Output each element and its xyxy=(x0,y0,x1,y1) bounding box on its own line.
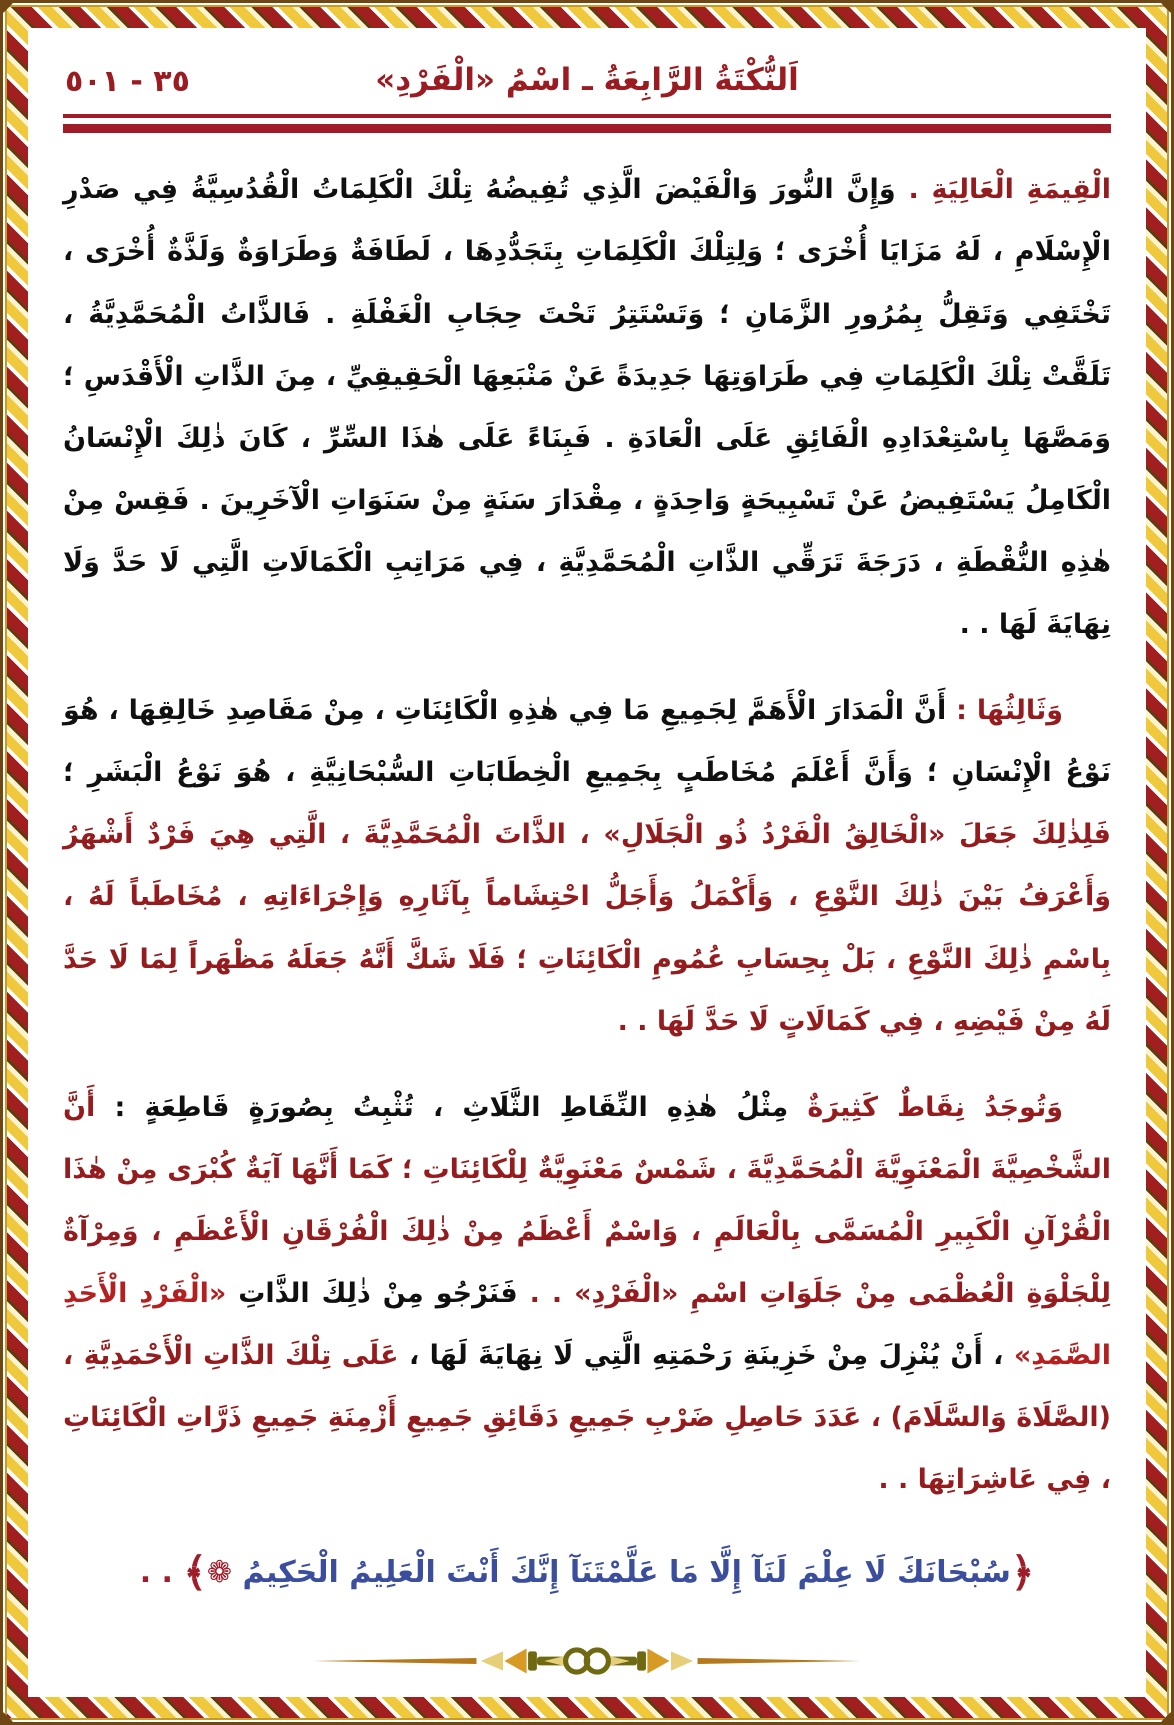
page-title: اَلنُّكْتَةُ الرَّابِعَةُ ـ اسْمُ «الْفَرْدِ» xyxy=(375,62,799,98)
verse-text: سُبْحَانَكَ لَا عِلْمَ لَنَآ إِلَّا مَا عَلَّمْتَنَآ إِنَّكَ أَنْتَ الْعَلِيمُ الْحَكِيمُ xyxy=(242,1555,1011,1591)
text-segment: أَنَّ الشَّخْصِيَّةَ الْمَعْنَوِيَّةَ الْمُحَمَّدِيَّةَ ، شَمْسٌ مَعْنَوِيَّةٌ لِلْكَائِنَاتِ ؛ كَمَا أَنَّهَا آيَةٌ كُبْرَى مِنْ هٰذَا الْقُرْآنِ الْكَبِيرِ الْمُسَمَّى بِالْعَالَمِ ، وَاسْمٌ أَعْظَمُ مِنْ ذٰلِكَ الْفُرْقَانِ الْأَعْظَمِ ، وَمِرْآةٌ لِلْجَلْوَةِ الْعُظْمَى مِنْ جَلَوَاتِ اسْمِ «الْفَرْدِ» . . xyxy=(63,1091,1111,1309)
text-segment: وَتُوجَدُ نِقَاطٌ كَثِيرَةٌ xyxy=(788,1091,1063,1123)
text-segment: «الْفَرْدِ الْأَحَدِ الصَّمَدِ» xyxy=(63,1277,1111,1372)
text-segment: أَنَّ الْمَدَارَ الْأَهَمَّ لِجَمِيعِ مَا فِي هٰذِهِ الْكَائِنَاتِ ، مِنْ مَقَاصِدِ خَالِقِهَا ، هُوَ نَوْعُ الْإِنْسَانِ ؛ وَأَنَّ أَعْلَمَ مُخَاطَبٍ بِجَمِيعِ الْخِطَابَاتِ السُّبْحَانِيَّةِ ، هُوَ نَوْعُ الْبَشَرِ ؛ xyxy=(63,695,1111,789)
text-segment: عَلَى تِلْكَ الذَّاتِ الْأَحْمَدِيَّةِ ، (الصَّلَاةَ وَالسَّلَامَ) ، عَدَدَ حَاصِلِ ضَرْبِ جَمِيعِ دَقَائِقِ جَمِيعِ أَزْمِنَةِ جَمِيعِ ذَرَّاتِ الْكَائِنَاتِ ، فِي عَاشِرَاتِهَا . . xyxy=(63,1340,1111,1496)
verse-rosette-icon: ❁ xyxy=(206,1555,232,1591)
divider-ornament-icon xyxy=(307,1637,867,1685)
text-segment: فَلِذٰلِكَ جَعَلَ «الْخَالِقُ الْفَرْدُ ذُو الْجَلَالِ» ، الذَّاتَ الْمُحَمَّدِيَّةَ ، الَّتِي هِيَ فَرْدٌ أَشْهَرُ وَأَعْرَفُ بَيْنَ ذٰلِكَ النَّوْعِ ، وَأَكْمَلُ وَأَجَلُّ احْتِشَاماً بِآثَارِهِ وَإِجْرَاءَاتِهِ ، مُخَاطَباً لَهُ ، بِاسْمِ ذٰلِكَ النَّوْعِ ، بَلْ بِحِسَابِ عُمُومِ الْكَائِنَاتِ ؛ فَلَا شَكَّ أَنَّهُ جَعَلَهُ مَظْهَراً لِمَا لَا حَدَّ لَهُ مِنْ فَيْضِهِ ، فِي كَمَالَاتٍ لَا حَدَّ لَهَا . . xyxy=(63,819,1111,1037)
ornate-open-bracket-icon: ﴿ xyxy=(1010,1550,1035,1597)
verse-trailing-dots: . . xyxy=(139,1555,173,1591)
ornamental-divider xyxy=(63,1637,1111,1689)
text-segment: مِثْلُ هٰذِهِ النِّقَاطِ الثَّلَاثِ ، تُثْبِتُ بِصُورَةٍ قَاطِعَةٍ : xyxy=(95,1091,789,1123)
quran-verse xyxy=(63,1535,1111,1611)
text-segment: ، أَنْ يُنْزِلَ مِنْ خَزِينَةِ رَحْمَتِهِ الَّتِي لَا نِهَايَةَ لَهَا ، xyxy=(398,1340,1014,1372)
header-rule xyxy=(63,114,1111,133)
paragraph xyxy=(63,159,1111,656)
paragraph xyxy=(63,680,1111,1053)
ornate-close-bracket-icon: ﴾ xyxy=(183,1550,207,1597)
text-segment: فَنَرْجُو مِنْ ذٰلِكَ الذَّاتِ xyxy=(226,1277,518,1309)
text-segment: الْقِيمَةِ الْعَالِيَةِ . xyxy=(895,174,1111,206)
page-header xyxy=(63,59,1111,102)
text-segment: وَثَالِثُهَا : xyxy=(946,695,1063,727)
body-text xyxy=(63,159,1111,1511)
page-content xyxy=(33,33,1141,1692)
text-segment: وَإِنَّ النُّورَ وَالْفَيْضَ الَّذِي تُفِيضُهُ تِلْكَ الْكَلِمَاتُ الْقُدُسِيَّةُ فِي صَدْرِ الْإِسْلَامِ ، لَهُ مَزَايَا أُخْرَى ؛ وَلِتِلْكَ الْكَلِمَاتِ بِتَجَدُّدِهَا ، لَطَافَةٌ وَطَرَاوَةٌ وَلَذَّةٌ أُخْرَى ، تَخْتَفِي وَتَقِلُّ بِمُرُورِ الزَّمَانِ ؛ وَتَسْتَتِرُ تَحْتَ حِجَابِ الْغَفْلَةِ . فَالذَّاتُ الْمُحَمَّدِيَّةُ ، تَلَقَّتْ تِلْكَ الْكَلِمَاتِ فِي طَرَاوَتِهَا جَدِيدَةً عَنْ مَنْبَعِهَا الْحَقِيقِيِّ ، مِنَ الذَّاتِ الْأَقْدَسِ ؛ وَمَصَّهَا بِاسْتِعْدَادِهِ الْفَائِقِ عَلَى الْعَادَةِ . فَبِنَاءً عَلَى هٰذَا السِّرِّ ، كَانَ ذٰلِكَ الْإِنْسَانُ الْكَامِلُ يَسْتَفِيضُ عَنْ تَسْبِيحَةٍ وَاحِدَةٍ ، مِقْدَارَ سَنَةٍ مِنْ سَنَوَاتِ الْآخَرِينَ . فَقِسْ مِنْ هٰذِهِ النُّقْطَةِ ، دَرَجَةَ تَرَقِّي الذَّاتِ الْمُحَمَّدِيَّةِ ، فِي مَرَاتِبِ الْكَمَالَاتِ الَّتِي لَا حَدَّ وَلَا نِهَايَةَ لَهَا . . xyxy=(63,174,1111,641)
paragraph xyxy=(63,1077,1111,1512)
page-number: ٣٥ - ٥٠١ xyxy=(65,64,190,99)
